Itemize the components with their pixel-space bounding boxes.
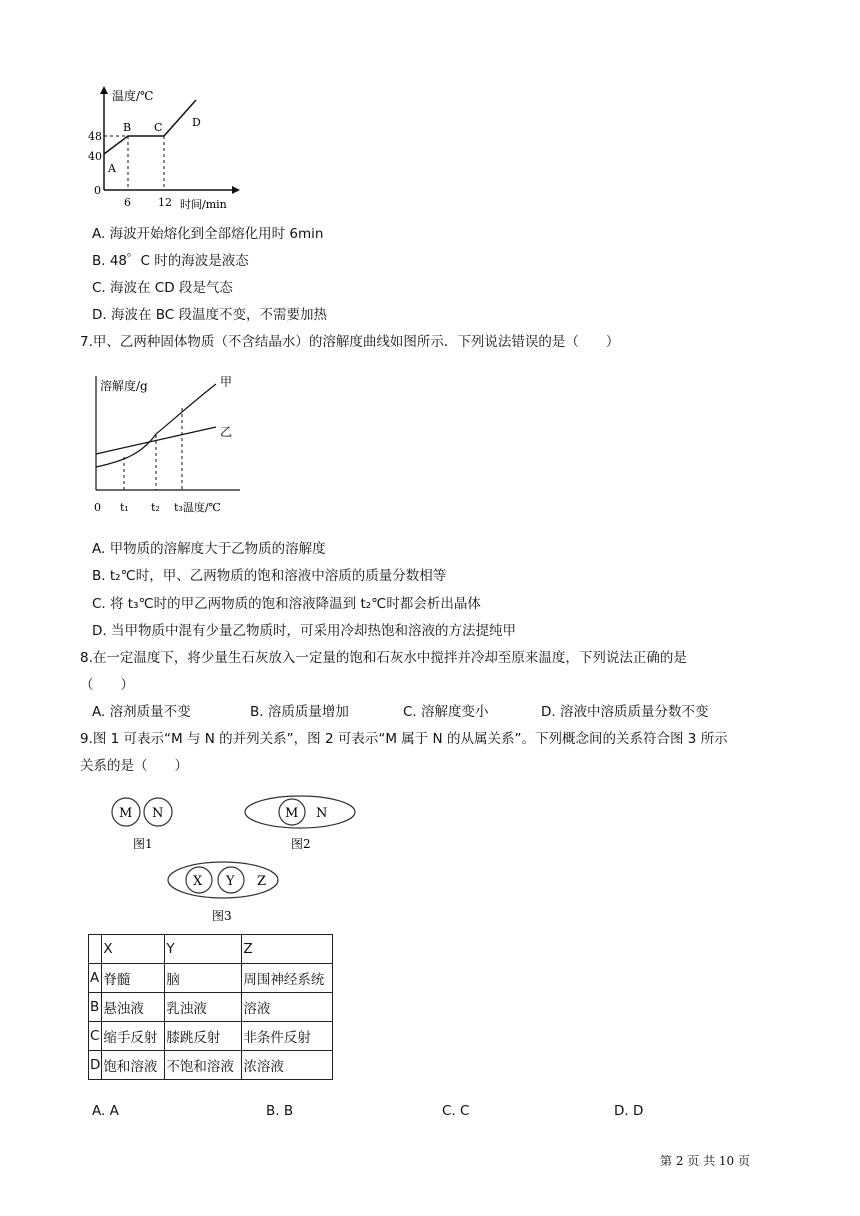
graph2-xlabel: t₃温度/℃ [174, 501, 221, 514]
graph1-tick-0: 0 [94, 184, 101, 197]
table-cell: 非条件反射 [242, 1022, 333, 1051]
q9-stem-line1: 9.图 1 可表示“M 与 N 的并列关系”，图 2 可表示“M 属于 N 的从属关系”。下列概念间的关系符合图 3 所示 [80, 731, 728, 747]
table-cell: 缩手反射 [102, 1022, 165, 1051]
figure-1-diagram [108, 796, 178, 856]
q9-option-b: B. B [266, 1103, 294, 1119]
table-cell: A [89, 964, 102, 993]
table-cell: 浓溶液 [242, 1051, 333, 1080]
table-row [89, 1022, 333, 1051]
table-cell: B [89, 993, 102, 1022]
q8-option-d: D. 溶液中溶质质量分数不变 [541, 704, 709, 720]
q9-stem-line2: 关系的是（ ） [80, 758, 188, 774]
q8-option-a: A. 溶剂质量不变 [92, 704, 191, 720]
fig3-x: X [193, 874, 203, 889]
q9-option-c: C. C [442, 1103, 470, 1119]
q6-option-b: B. 48゜C 时的海波是液态 [92, 253, 249, 269]
q6-option-c: C. 海波在 CD 段是气态 [92, 280, 233, 296]
fig1-n: N [152, 806, 164, 821]
graph2-t2: t₂ [151, 501, 160, 514]
table-cell: 脑 [165, 964, 242, 993]
graph2-ylabel: 溶解度/g [100, 379, 148, 393]
graph1-xlabel: 时间/min [180, 198, 227, 211]
table-row [89, 964, 333, 993]
q7-option-b: B. t₂℃时，甲、乙两物质的饱和溶液中溶质的质量分数相等 [92, 568, 447, 584]
figure-2-diagram [242, 794, 360, 856]
q8-stem-line1: 8.在一定温度下，将少量生石灰放入一定量的饱和石灰水中搅拌并冷却至原来温度，下列说法正确的是 [80, 650, 687, 666]
graph1-point-c: C [154, 121, 163, 134]
fig3-caption: 图3 [212, 909, 232, 923]
q8-option-c: C. 溶解度变小 [403, 704, 489, 720]
table-cell [89, 935, 102, 964]
table-cell: 脊髓 [102, 964, 165, 993]
fig2-m: M [285, 806, 299, 821]
table-cell: X [102, 935, 165, 964]
fig1-caption: 图1 [133, 837, 153, 851]
q7-option-c: C. 将 t₃℃时的甲乙两物质的饱和溶液降温到 t₂℃时都会析出晶体 [92, 596, 481, 612]
fig2-caption: 图2 [291, 837, 311, 851]
q8-option-b: B. 溶质质量增加 [250, 704, 349, 720]
graph2-origin: 0 [94, 501, 101, 514]
table-cell: 溶液 [242, 993, 333, 1022]
q7-option-d: D. 当甲物质中混有少量乙物质时，可采用冷却热饱和溶液的方法提纯甲 [92, 623, 516, 639]
table-cell: C [89, 1022, 102, 1051]
q9-option-d: D. D [614, 1103, 644, 1119]
graph1-point-a: A [108, 162, 116, 175]
q7-option-a: A. 甲物质的溶解度大于乙物质的溶解度 [92, 541, 326, 557]
fig3-z: Z [257, 874, 267, 889]
table-cell: Y [165, 935, 242, 964]
page-footer: 第 2 页 共 10 页 [660, 1154, 750, 1168]
q9-option-a: A. A [92, 1103, 119, 1119]
table-cell: Z [242, 935, 333, 964]
relationship-table [88, 934, 333, 1080]
table-cell: 周围神经系统 [242, 964, 333, 993]
table-cell: D [89, 1051, 102, 1080]
table-cell: 不饱和溶液 [165, 1051, 242, 1080]
q6-option-a: A. 海波开始熔化到全部熔化用时 6min [92, 226, 324, 242]
graph1-tick-40: 40 [88, 150, 102, 163]
graph2-curve-yi: 乙 [220, 425, 233, 439]
solubility-graph [88, 372, 248, 522]
graph2-curve-jia: 甲 [220, 375, 233, 389]
graph1-ylabel: 温度/℃ [112, 89, 154, 103]
table-cell: 饱和溶液 [102, 1051, 165, 1080]
q8-stem-line2: （ ） [80, 677, 134, 693]
fig2-n: N [316, 806, 328, 821]
graph1-tick-48: 48 [88, 130, 102, 143]
graph1-point-b: B [123, 121, 132, 134]
graph1-tick-12: 12 [158, 196, 172, 209]
table-cell: 膝跳反射 [165, 1022, 242, 1051]
table-row [89, 993, 333, 1022]
table-cell: 悬浊液 [102, 993, 165, 1022]
graph1-point-d: D [192, 116, 201, 129]
table-cell: 乳浊液 [165, 993, 242, 1022]
table-row [89, 1051, 333, 1080]
q6-option-d: D. 海波在 BC 段温度不变，不需要加热 [92, 307, 328, 323]
graph2-t1: t₁ [120, 501, 129, 514]
graph1-tick-6: 6 [124, 196, 131, 209]
fig3-y: Y [226, 874, 235, 889]
table-header-row [89, 935, 333, 964]
q7-stem: 7.甲、乙两种固体物质（不含结晶水）的溶解度曲线如图所示．下列说法错误的是（ ） [80, 334, 620, 350]
figure-3-diagram [165, 856, 283, 926]
melting-graph [86, 84, 286, 214]
fig1-m: M [119, 806, 133, 821]
